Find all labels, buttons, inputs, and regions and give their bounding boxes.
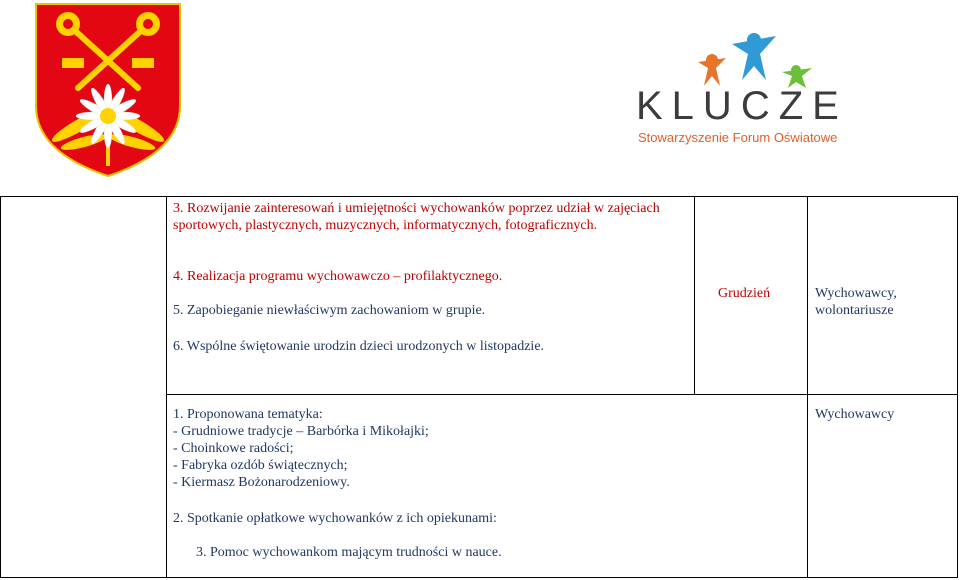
topic-point: - Fabryka ozdób świątecznych; <box>173 458 348 473</box>
responsible-cell: Wychowawcy <box>815 407 895 422</box>
responsible-line-2: wolontariusze <box>815 303 894 318</box>
goal-item-2: 2. Spotkanie opłatkowe wychowanków z ich opiekunami: <box>173 511 497 526</box>
goal-item-3: 3. Rozwijanie zainteresowań i umiejętności wychowanków poprzez udział w zajęciach sportowych, plastycznych, muzycznych, informatycznych, fotograficznych. <box>173 201 660 233</box>
coat-of-arms-logo <box>34 2 182 178</box>
topic-point: - Grudniowe tradycje – Barbórka i Mikołajki; <box>173 424 429 439</box>
logo-subtitle: Stowarzyszenie Forum Oświatowe <box>638 130 838 145</box>
topic-point: - Choinkowe radości; <box>173 441 294 456</box>
klucze-logo <box>636 32 860 156</box>
topic-point: - Kiermasz Bożonarodzeniowy. <box>173 475 350 490</box>
figures-icon <box>636 32 860 88</box>
goal-item-6: 6. Wspólne świętowanie urodzin dzieci urodzonych w listopadzie. <box>173 339 545 354</box>
logo-wordmark: KLUCZE <box>636 84 848 128</box>
goal-item-3b: 3. Pomoc wychowankom mającym trudności w nauce. <box>196 545 502 560</box>
goal-item-5: 5. Zapobieganie niewłaściwym zachowaniom w grupie. <box>173 303 486 318</box>
topics-title: 1. Proponowana tematyka: <box>173 407 323 422</box>
goal-item-4: 4. Realizacja programu wychowawczo – profilaktycznego. <box>173 269 503 284</box>
month-cell: Grudzień <box>718 286 771 301</box>
responsible-line-1: Wychowawcy, <box>815 286 897 301</box>
